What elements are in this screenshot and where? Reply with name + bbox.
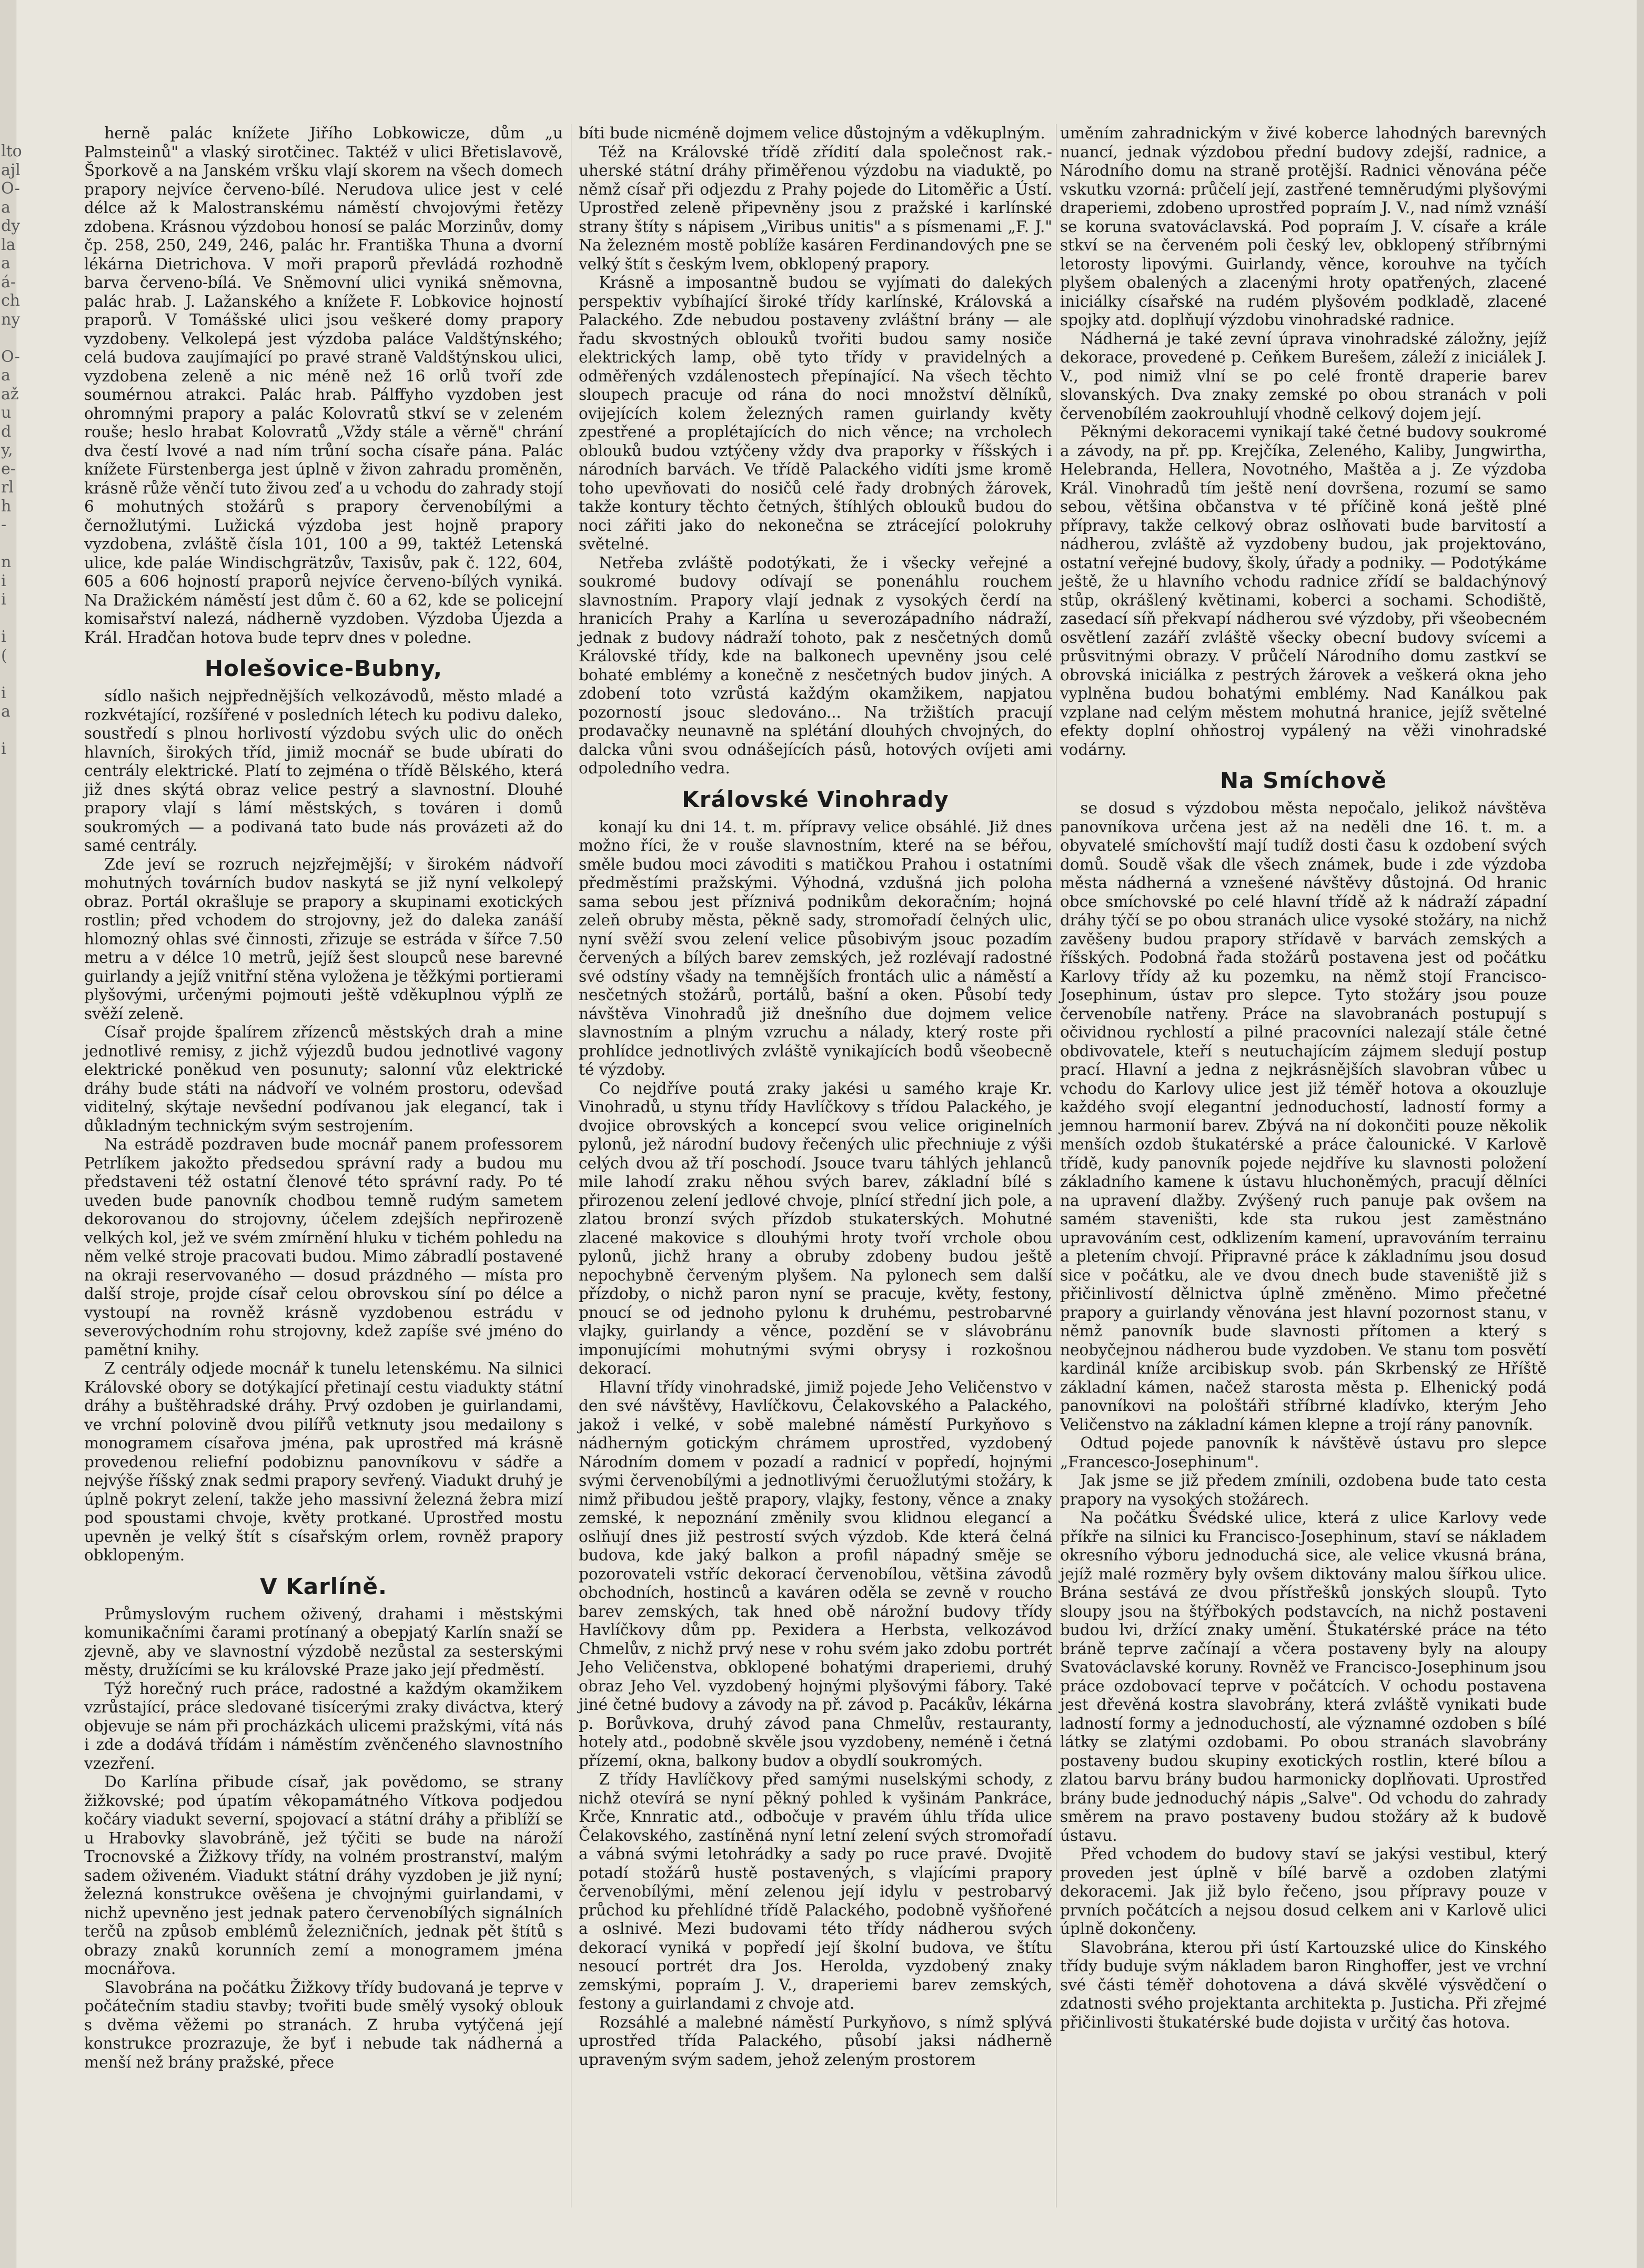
paragraph: Císař projde špalírem zřízenců městských drah a mine jednotlivé remisy, z jichž výjezdů budou jednotlivé vagony elektrické poněkud ven posunuty; salonní vůz elektrické dráhy bude státi na nádvoří ve volném prostoru, odevšad viditelný, skýtaje nevšední podívanou jak elegancí, tak i důkladným technickým svým sestrojením.: [84, 1023, 563, 1135]
paragraph: Co nejdříve poutá zraky jakési u samého kraje Kr. Vinohradů, u stynu třídy Havlíčkovy s třídou Palackého, je dvojice obrovských a koncepcí svou velice originelních pylonů, jež národní budovy řečených ulic přechniuje z výši celých dvou až tří poschodí. Jsouce tvaru táhlých jehlanců mile lahodí zraku něhou svých barev, základní bílé s přirozenou zelení jedlové chvoje, plnící střední jich pole, a zlatou bronzí svých přízdob stukaterských. Mohutné zlacené makovice s dlouhými hroty tvoří vrchole obou pylonů, jichž hrany a obruby zdobeny budou ještě nepochybně červeným plyšem. Na pylonech sem další přízdoby, o nichž paron nyní se pracuje, květy, festony, pnoucí se od jednoho pylonu k druhému, pestrobarvné vlajky, guirlandy a věnce, pozdění se v slávobránu imponujícími mohutnými svými obrysy i rozkošnou dekorací.: [579, 1079, 1052, 1377]
column-3: [1060, 124, 1547, 2218]
paragraph: Zde jeví se rozruch nejzřejmější; v širokém nádvoří mohutných továrních budov naskytá se již nyní velkolepý obraz. Portál okrašluje se prapory a skupinami exotických rostlin; před vchodem do strojovny, jež do daleka zanáší hlomozný ohlas své činnosti, zřizuje se estráda v šířce 7.50 metru a v délce 10 metrů, jejíž šest sloupců nese barevné guirlandy a jejíž vnitřní stěna vyložena je těžkými portierami plyšovými, určenými pojmouti ještě vděkuplnou výplň ze svěží zeleně.: [84, 855, 563, 1023]
paragraph: se dosud s výzdobou města nepočalo, jelikož návštěva panovníkova určena jest až na neděli dne 16. t. m. a obyvatelé smíchovští mají tudíž dosti času k ozdobení svých domů. Soudě však dle všech známek, bude i zde výzdoba města nádherná a vznešené návštěvy důstojná. Od hranic obce smíchovské po celé hlavní třídě až k nádraží západní dráhy týčí se po obou stranách ulice vysoké stožáry, na nichž zavěšeny budou prapory střídavě v barvách zemských a říšských. Podobná řada stožárů postavena jest od počátku Karlovy třídy až ku pozemku, na němž stojí Francisco-Josephinum, ústav pro slepce. Tyto stožáry jsou pouze červenobíle natřeny. Práce na slavobranách postupují s očividnou rychlostí a pilné pracovníci nalezají stále četné obdivovatele, kteří s neutuchajícím zájmem sledují postup prací. Hlavní a jedna z nejkrásnějších slavobran vůbec u vchodu do Karlovy ulice jest již téměř hotova a okouzluje každého svojí elegantní jednoduchostí, ladností formy a jemnou harmonií barev. Zbývá na ní dokončiti pouze několik menších ozdob štukatérské a práce čalounické. V Karlově třídě, kudy panovník pojede nejdříve ku slavnosti položení základního kamene k ústavu hluchoněmých, pracují dělníci na upravení dlažby. Zvýšený ruch panuje pak ovšem na samém staveništi, kde sta rukou jest zaměstnáno upravováním cest, odklizením kamení, upravováním terrainu a pletením chvojí. Připravné práce k základnímu jsou dosud sice v počátku, ale ve dvou dnech bude staveniště již s přičinlivostí dělnictva úplně změněno. Mimo přečetné prapory a guirlandy věnována jest hlavní pozornost stanu, v němž panovník bude slavnosti přítomen a který s neobyčejnou nádherou bude vyzdoben. Ve stanu tom posvětí kardinál kníže arcibiskup svob. pán Skrbenský ze Hříště základní kámen, načež starosta města p. Elhenický podá panovníkovi na pološtáři stříbrné kladívko, kterým Jeho Veličenstvo na základní kámen klepne a trojí rány panovník.: [1060, 799, 1547, 1434]
paragraph: Na počátku Švédské ulice, která z ulice Karlovy vede příkře na silnici ku Francisco-Josephinum, staví se nákladem okresního výboru jednoduchá sice, ale velice vkusná brána, jejíž malé rozměry byly ovšem diktovány malou šířkou ulice. Brána sestává ze dvou přístřešků jonských sloupů. Tyto sloupy jsou na štýřbokých podstavcích, na nichž postaveni budou lvi, držící znaky umění. Štukatérské práce na této bráně teprve začínají a včera postaveny byly na aloupy Svatováclavské koruny. Rovněž ve Francisco-Josephinum jsou práce ozdobovací teprve v počátcích. V ochodu postavena jest dřevěná kostra slavobrány, která zvláště vynikati bude ladností formy a jednoduchostí, ale významné ozdoben s bílé látky se zlatými ozdobami. Po obou stranách slavobrány postaveny budou skupiny exotických rostlin, které bílou a zlatou barvu brány budou harmonicky doplňovati. Uprostřed brány bude jednoduchý nápis „Salve". Od vchodu do zahrady směrem na pravo postaveny budou stožáry až k budově ústavu.: [1060, 1509, 1547, 1844]
section-heading: Královské Vinohrady: [682, 786, 949, 812]
paragraph: Na estrádě pozdraven bude mocnář panem professorem Petrlíkem jakožto předsedou správní rady a budou mu představeni též ostatní členové této správní rady. Po té uveden bude panovník chodbou temně rudým sametem dekorovanou do strojovny, účelem zdejších nepřirozeně velkých kol, jež ve svém zmírnění hluku v tichém pohledu na něm velké stroje pracovati budou. Mimo zábradlí postavené na okraji reservovaného — dosud prázdného — místa pro další stroje, projde císař celou obrovskou síní po délce a vystoupí na rovněž krásně vyzdobenou estrádu v severovýchodním rohu strojovny, kdež zapíše své jméno do pamětní knihy.: [84, 1135, 563, 1359]
paragraph: konají ku dni 14. t. m. přípravy velice obsáhlé. Již dnes možno říci, že v rouše slavnostním, které na se béřou, směle budou moci závoditi s matičkou Prahou i ostatními předměstími pražskými. Výhodná, vzdušná jich poloha sama sebou jest příznivá podnikům dekoračním; hojná zeleň obruby města, pěkně sady, stromořadí čelných ulic, nyní svěží svou zelení velice působivým jsouc pozadím červených a bílých barev zemských, jež rozlévají radostné své odstíny všady na temnějších frontách ulic a náměstí a nesčetných stožárů, portálů, bašní a oken. Působí tedy návštěva Vinohradů již dnešního due dojmem velice slavnostním a plným vzruchu a nálady, který roste při prohlídce jednotlivých zvláště vynikajících bodů všeobecně té výzdoby.: [579, 818, 1052, 1078]
paragraph: Před vchodem do budovy staví se jakýsi vestibul, který proveden jest úplně v bílé barvě a ozdoben zlatými dekoracemi. Jak již bylo řečeno, jsou přípravy pouze v prvních počátcích a nejsou dosud celkem ani v Karlově ulici úplně dokončeny.: [1060, 1845, 1547, 1938]
paragraph: Průmyslovým ruchem oživený, drahami i městskými komunikačními čarami protínaný a obepjatý Karlín snaží se zjevně, aby ve slavnostní výzdobě nezůstal za sesterskými městy, družícími se ku královské Praze jako její předměstí.: [84, 1605, 563, 1679]
paragraph: Rozsáhlé a malebné náměstí Purkyňovo, s nímž splývá uprostřed třída Palackého, působí jaksi nádherně upraveným svým sadem, jehož zeleným prostorem: [579, 2013, 1052, 2069]
page-edge: [1637, 0, 1644, 2268]
paragraph: sídlo našich nejpřednějších velkozávodů, město mladé a rozkvétající, rozšířené v posledních létech ku podivu daleko, soustředí s plnou horlivostí výzdobu svých ulic do oněch hlavních, širokých tříd, jimiž mocnář se bude ubírati do centrály elektrické. Platí to zejména o třídě Bělského, která již dnes skýtá obraz velice pestrý a slavnostní. Dlouhé prapory vlají s lámí městských, s továren i domů soukromých — a podivaná tato bude nás provázeti až do samé centrály.: [84, 687, 563, 854]
paragraph: Netřeba zvláště podotýkati, že i všecky veřejné a soukromé budovy odívají se ponenáhlu rouchem slavnostním. Prapory vlají jednak z vysokých čerdí na hranicích Prahy a Karlína u severozápadního nádraží, jednak z budovy nádraží tohoto, pak z nesčetných domů Královské třídy, kde na balkonech upevněny jsou celé bohaté emblémy a konečně z nesčetných budov jiných. A zdobení toto vzrůstá každým okamžikem, napjatou pozorností jsouc sledováno... Na tržištích pracují prodavačky neunavně na splétání dlouhých chvojných, do dalcka vůni svou odnášejících pásů, hotových ovíjeti ami odpoledního vedra.: [579, 553, 1052, 777]
paragraph: Jak jsme se již předem zmínili, ozdobena bude tato cesta prapory na vysokých stožárech.: [1060, 1471, 1547, 1508]
paragraph: Týž horečný ruch práce, radostné a každým okamžikem vzrůstající, práce sledované tisícerými zraky diváctva, který objevuje se nám při procházkách ulicemi pražskými, vítá nás i zde a dodává třídám i náměstím zvěnčeného slavnostního vzezření.: [84, 1679, 563, 1772]
paragraph: Krásně a imposantně budou se vyjímati do dalekých perspektiv vybíhající široké třídy karlínské, Královská a Palackého. Zde nebudou postaveny zvláštní brány — ale řadu skvostných oblouků tvořiti budou samy nosiče elektrických lamp, obě tyto třídy v pravidelných a odměřených vzdálenostech přepínající. Na všech těchto sloupech pracuje od rána do noci množství dělníků, ovijejících kolem železných ramen guirlandy květy zpestřené a proplétajících do nich věnce; na vrcholech oblouků budou vztýčeny vždy dva praporky v říšských i národních barvách. Ve třídě Palackého vidíti jsme kromě toho upevňovati do nosičů celé řady drobných žárovek, takže kontury těchto četných, štíhlých oblouků budou do noci zářiti jako do nekonečna se ztrácející polokruhy světelné.: [579, 274, 1052, 553]
paragraph: Odtud pojede panovník k návštěvě ústavu pro slepce „Francesco-Josephinum".: [1060, 1434, 1547, 1471]
paragraph: Do Karlína přibude císař, jak povědomo, se strany žižkovské; pod úpatím vêkopamátného Vítkova podjedou kočáry viadukt severní, spojovací a státní dráhy a přiblíží se u Hrabovky slavobráně, jež týčiti se bude na nároží Trocnovské a Žižkovy třídy, na volném prostranství, malým sadem oživeném. Viadukt státní dráhy vyzdoben je již nyní; železná konstrukce ověšena je chvojnými guirlandami, v nichž upevněno jest jednak patero červenobílých signálních terčů na způsob emblémů železničních, jednak pět štítů s obrazy znaků korunních zemí a monogramem jména mocnářova.: [84, 1773, 563, 1978]
adjacent-page-fragments: lto ajl O- a dy la a á- ch ny O- a až u d y, e- rl h - n i i i ( i a i: [1, 142, 22, 758]
paragraph: Pěknými dekoracemi vynikají také četné budovy soukromé a závody, na př. pp. Krejčíka, Zeleného, Kaliby, Jungwirtha, Helebranda, Hellera, Novotného, Maštěa a j. Ze výzdoba Král. Vinohradů tím ještě není dovršena, rozumí se samo sebou, většina občanstva v té příčině koná ještě plné přípravy, takže celkový obraz oslňovati bude barvitostí a nádherou, zvláště až vyzdobeny budou, jak projektováno, ostatní veřejné budovy, školy, úřady a podniky. — Podotýkáme ještě, že u hlavního vchodu radnice zřídí se baldachýnový stůp, okrášlený květinami, koberci a sochami. Schodiště, zasedací síň překvapí nádherou své výzdoby, při všeobecném osvětlení zazáří zvláště všecky obecní budovy svícemi a průsvitnými obrazy. V průčelí Národního domu zastkví se obrovská iniciálka z pestrých žárovek a veškerá okna jeho vyplněna budou bohatými emblémy. Nad Kanálkou pak vzplane nad celým městem mohutná hranice, jejíž světelné efekty doplní ohňostroj vypálený na věži vinohradské vodárny.: [1060, 423, 1547, 759]
paragraph: Též na Královské třídě zřídití dala společnost rak.-uherské státní dráhy přiměřenou výzdobu na viaduktě, po němž císař při odjezdu z Prahy pojede do Litoměřic a Ústí. Uprostřed zeleně připevněny jsou z pražské i karlínské strany štíty s nápisem „Viribus unitis" a s písmenami „F. J." Na železném mostě poblíže kasáren Ferdinandových pne se velký štít s českým lvem, obklopený prapory.: [579, 143, 1052, 273]
paragraph: Nádherná je také zevní úprava vinohradské záložny, jejíž dekorace, provedené p. Ceňkem Burešem, záleží z iniciálek J. V., pod nimiž vlní se po celé frontě draperie barev slovanských. Dva znaky zemské po obou stranách v poli červenobílém zaokrouhlují vhodně celkový dojem její.: [1060, 329, 1547, 422]
section-heading: Holešovice-Bubny,: [204, 656, 443, 681]
paragraph: herně palác knížete Jiřího Lobkowicze, dům „u Palmsteinů" a vlaský sirotčinec. Taktéž v ulici Břetislavově, Šporkově a na Janském vršku vlají skorem na všech domech prapory nejvíce červeno-bílé. Nerudova ulice jest v celé délce až k Malostranskému náměstí chvojovými řetězy zdobena. Krásnou výzdobou honosí se palác Morzinův, domy čp. 258, 250, 249, 246, palác hr. Františka Thuna a dvorní lékárna Dietrichova. V moři praporů převládá rozhodně barva červeno-bílá. Ve Sněmovní ulici vyniká sněmovna, palác hrab. J. Lažanského a knížete F. Lobkovice hojností praporů. V Tomášské ulici jsou veškeré domy prapory vyzdobeny. Velkolepá jest výzdoba paláce Valdštýnského; celá budova zaujímající po pravé straně Valdštýnskou ulici, vyzdobena zeleně a nic méně než 16 orlů tvoří zde soumérnou atrakci. Palác hrab. Pálffyho vyzdoben jest ohromnými prapory a palác Kolovratů stkví se v zeleném rouše; heslo hrabat Kolovratů „Vždy stále a věrně" chrání dva čestí lvové a nad ním trůní socha císaře pána. Palác knížete Fürstenberga jest úplně v živon zahradu proměněn, krásně růže věnčí tuto živou zeď a u vchodu do zahrady stojí 6 mohutných stožárů s prapory červenobílými a černožlutými. Lužická výzdoba jest hojně prapory vyzdobena, zvláště čísla 101, 100 a 99, taktéž Letenská ulice, kde paláe Windischgrätzův, Taxisův, pak č. 122, 604, 605 a 606 hojností praporů nejvíce červeno-bílých vyniká. Na Dražickém náměstí jest dům č. 60 a 62, kde se policejní komisařství nalezá, nádherně vyzdoben. Výzdoba Újezda a Král. Hradčan hotova bude teprv dnes v poledne.: [84, 124, 563, 647]
column-1: [84, 124, 563, 2218]
column-2: [579, 124, 1052, 2218]
paragraph: Z centrály odjede mocnář k tunelu letenskému. Na silnici Královské obory se dotýkající přetinají cestu viadukty státní dráhy a buštěhradské dráhy. Prvý ozdoben je guirlandami, ve vrchní polovině dvou pilířů vetknuty jsou medailony s monogramem císařova jména, pak uprostřed má krásně provedenou reliefní podobiznu panovníkovu v sádře a nejvýše říšský znak sedmi prapory sevřený. Viadukt druhý je úplně pokryt zelení, takže jeho massivní železná žebra mizí pod spoustami chvoje, květy protkané. Uprostřed mostu upevněn je velký štít s císařským orlem, rovněž prapory obklopeným.: [84, 1359, 563, 1564]
adjacent-page-strip: [0, 0, 22, 2268]
paragraph: Hlavní třídy vinohradské, jimiž pojede Jeho Veličenstvo v den své návštěvy, Havlíčkovu, Čelakovského a Palackého, jakož i velké, v sobě malebné náměstí Purkyňovo s nádherným gotickým chrámem uprostřed, vyzdobený Národním domem v pozadí a radnicí v popředí, hojnými svými červenobílými a jednotlivými čeruožlutými stožáry, k nimž přibudou ještě prapory, vlajky, festony, věnce a znaky zemské, k nepoznání změnily svou klidnou elegancí a oslňují dnes již pestrostí svých výzdob. Kde která čelná budova, kde jaký balkon a profil nápadný směje se pozorovateli vstříc dekorací červenobílou, většina závodů obchodních, hostinců a kaváren oděla se zevně v roucho barev zemských, tak hned obě nárožní budovy třídy Havlíčkovy dům pp. Pexidera a Herbsta, velkozávod Chmelův, z nichž prvý nese v rohu svém jako zdobu portrét Jeho Veličenstva, obklopené bohatými draperiemi, druhý obraz Jeho Vel. vyzdobený hojnými plyšovými fábory. Také jiné četné budovy a závody na př. závod p. Pacákův, lékárna p. Borůvkova, druhý závod pana Chmelův, restauranty, hotely atd., podobně skvěle jsou vyzdobeny, neméně i četná přízemí, okna, balkony budov a obydlí soukromých.: [579, 1378, 1052, 1770]
section-heading: Na Smíchově: [1219, 768, 1387, 793]
section-heading: V Karlíně.: [260, 1573, 387, 1599]
paragraph: uměním zahradnickým v živé koberce lahodných barevných nuancí, jednak výzdobou přední budovy zdejší, radnice, a Národního domu na straně protější. Radnici věnována péče vskutku vzorná: průčelí její, zastřené temněrudými plyšovými draperiemi, zdobeno uprostřed popraím J. V., nad nímž vznáší se koruna svatováclavská. Pod popraím J. V. císaře a krále stkví se na červeném poli český lev, obklopený stříbrnými letorosty lipovými. Guirlandy, věnce, korouhve na tyčích plyšem obalených a zlacenými hroty opatřených, zlacené iniciálky císařské na rudém plyšovém podkladě, zlacené spojky atd. doplňují výzdobu vinohradské radnice.: [1060, 124, 1547, 329]
paragraph: Slavobrána na počátku Žižkovy třídy budovaná je teprve v počátečním stadiu stavby; tvořiti bude smělý vysoký oblouk s dvěma věžemi po stranách. Z hruba vytýčená její konstrukce prozrazuje, že byť i nebude tak nádherná a menší než brány pražské, přece: [84, 1978, 563, 2071]
paragraph: Z třídy Havlíčkovy před samými nuselskými schody, z nichž otevírá se nyní pěkný pohled k vyšinám Pankráce, Krče, Knnratic atd., odbočuje v pravém úhlu třída ulice Čelakovského, zastíněná nyní letní zelení svých stromořadí a vábná svými letohrádky a sady po ruce pravé. Dvojitě potadí stožárů hustě postavených, s vlajícími prapory červenobílými, mění zelenou její idylu v pestrobarvý průchod ku přehlídné třídě Palackého, podobně vyšňořené a oslnivé. Mezi budovami této třídy nádherou svých dekorací vyniká v popředí její školní budova, ve štítu nesoucí portrét dra Jos. Herolda, vyzdobený znaky zemskými, popraím J. V., draperiemi barev zemských, festony a guirlandami z chvoje atd.: [579, 1770, 1052, 2012]
paragraph: Slavobrána, kterou při ústí Kartouzské ulice do Kinského třídy buduje svým nákladem baron Ringhoffer, jest ve vrchní své části téměř dohotovena a dává skvělé výsvědčení o zdatnosti svého projektanta architekta p. Justicha. Při zřejmé přičinlivosti štukatérské bude dojista v určitý čas hotova.: [1060, 1938, 1547, 2031]
paragraph: bíti bude nicméně dojmem velice důstojným a vděkuplným.: [579, 124, 1045, 142]
